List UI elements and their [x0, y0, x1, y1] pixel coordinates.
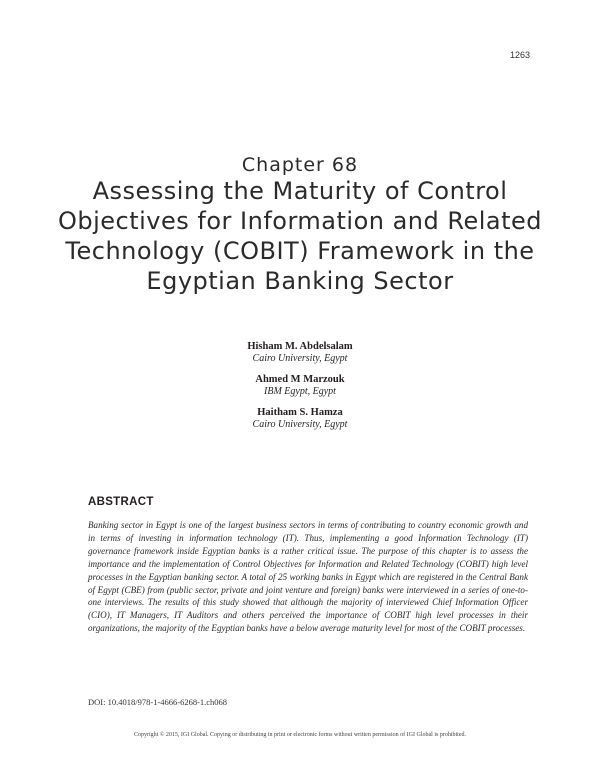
author-name: Haitham S. Hamza — [257, 407, 343, 418]
author-affiliation: IBM Egypt, Egypt — [264, 386, 336, 397]
author-name: Hisham M. Abdelsalam — [247, 341, 353, 352]
author-1 — [0, 340, 600, 365]
author-name: Ahmed M Marzouk — [255, 374, 345, 385]
author-list — [0, 340, 600, 439]
page-number: 1263 — [509, 50, 530, 60]
abstract-body: Banking sector in Egypt is one of the largest business sectors in terms of contributing to country economic growth and in terms of investing in information technology (IT). Thus, implementing a good Information Technology (IT) governance framework inside Egyptian banks is a rather critical issue. The purpose of this chapter is to assess the importance and the implementation of Control Objectives for Information and Related Technology (COBIT) high level processes in the Egyptian banking sector. A total of 25 working banks in Egypt which are registered in the Central Bank of Egypt (CBE) from (public sector, private and joint venture and foreign) banks were interviewed in a series of one-to-one interviews. The results of this study showed that although the majority of interviewed Chief Information Officer (CIO), IT Managers, IT Auditors and others perceived the importance of COBIT high level processes in their organizations, the majority of the Egyptian banks have a below average maturity level for most of the COBIT processes. — [88, 520, 528, 634]
copyright-notice: Copyright © 2015, IGI Global. Copying or distributing in print or electronic forms without written permission of IGI Global is prohibited. — [133, 732, 466, 738]
author-affiliation: Cairo University, Egypt — [252, 353, 348, 364]
doi-line: DOI: 10.4018/978-1-4666-6268-1.ch068 — [88, 697, 228, 707]
abstract-heading: ABSTRACT — [88, 496, 154, 508]
author-2 — [0, 373, 600, 398]
author-3 — [0, 406, 600, 431]
chapter-title: Assessing the Maturity of Control Objectives for Information and Related Technology (COBIT) Framework in the Egyptian Banking Sector — [57, 177, 543, 295]
chapter-label: Chapter 68 — [241, 154, 359, 176]
author-affiliation: Cairo University, Egypt — [252, 419, 348, 430]
